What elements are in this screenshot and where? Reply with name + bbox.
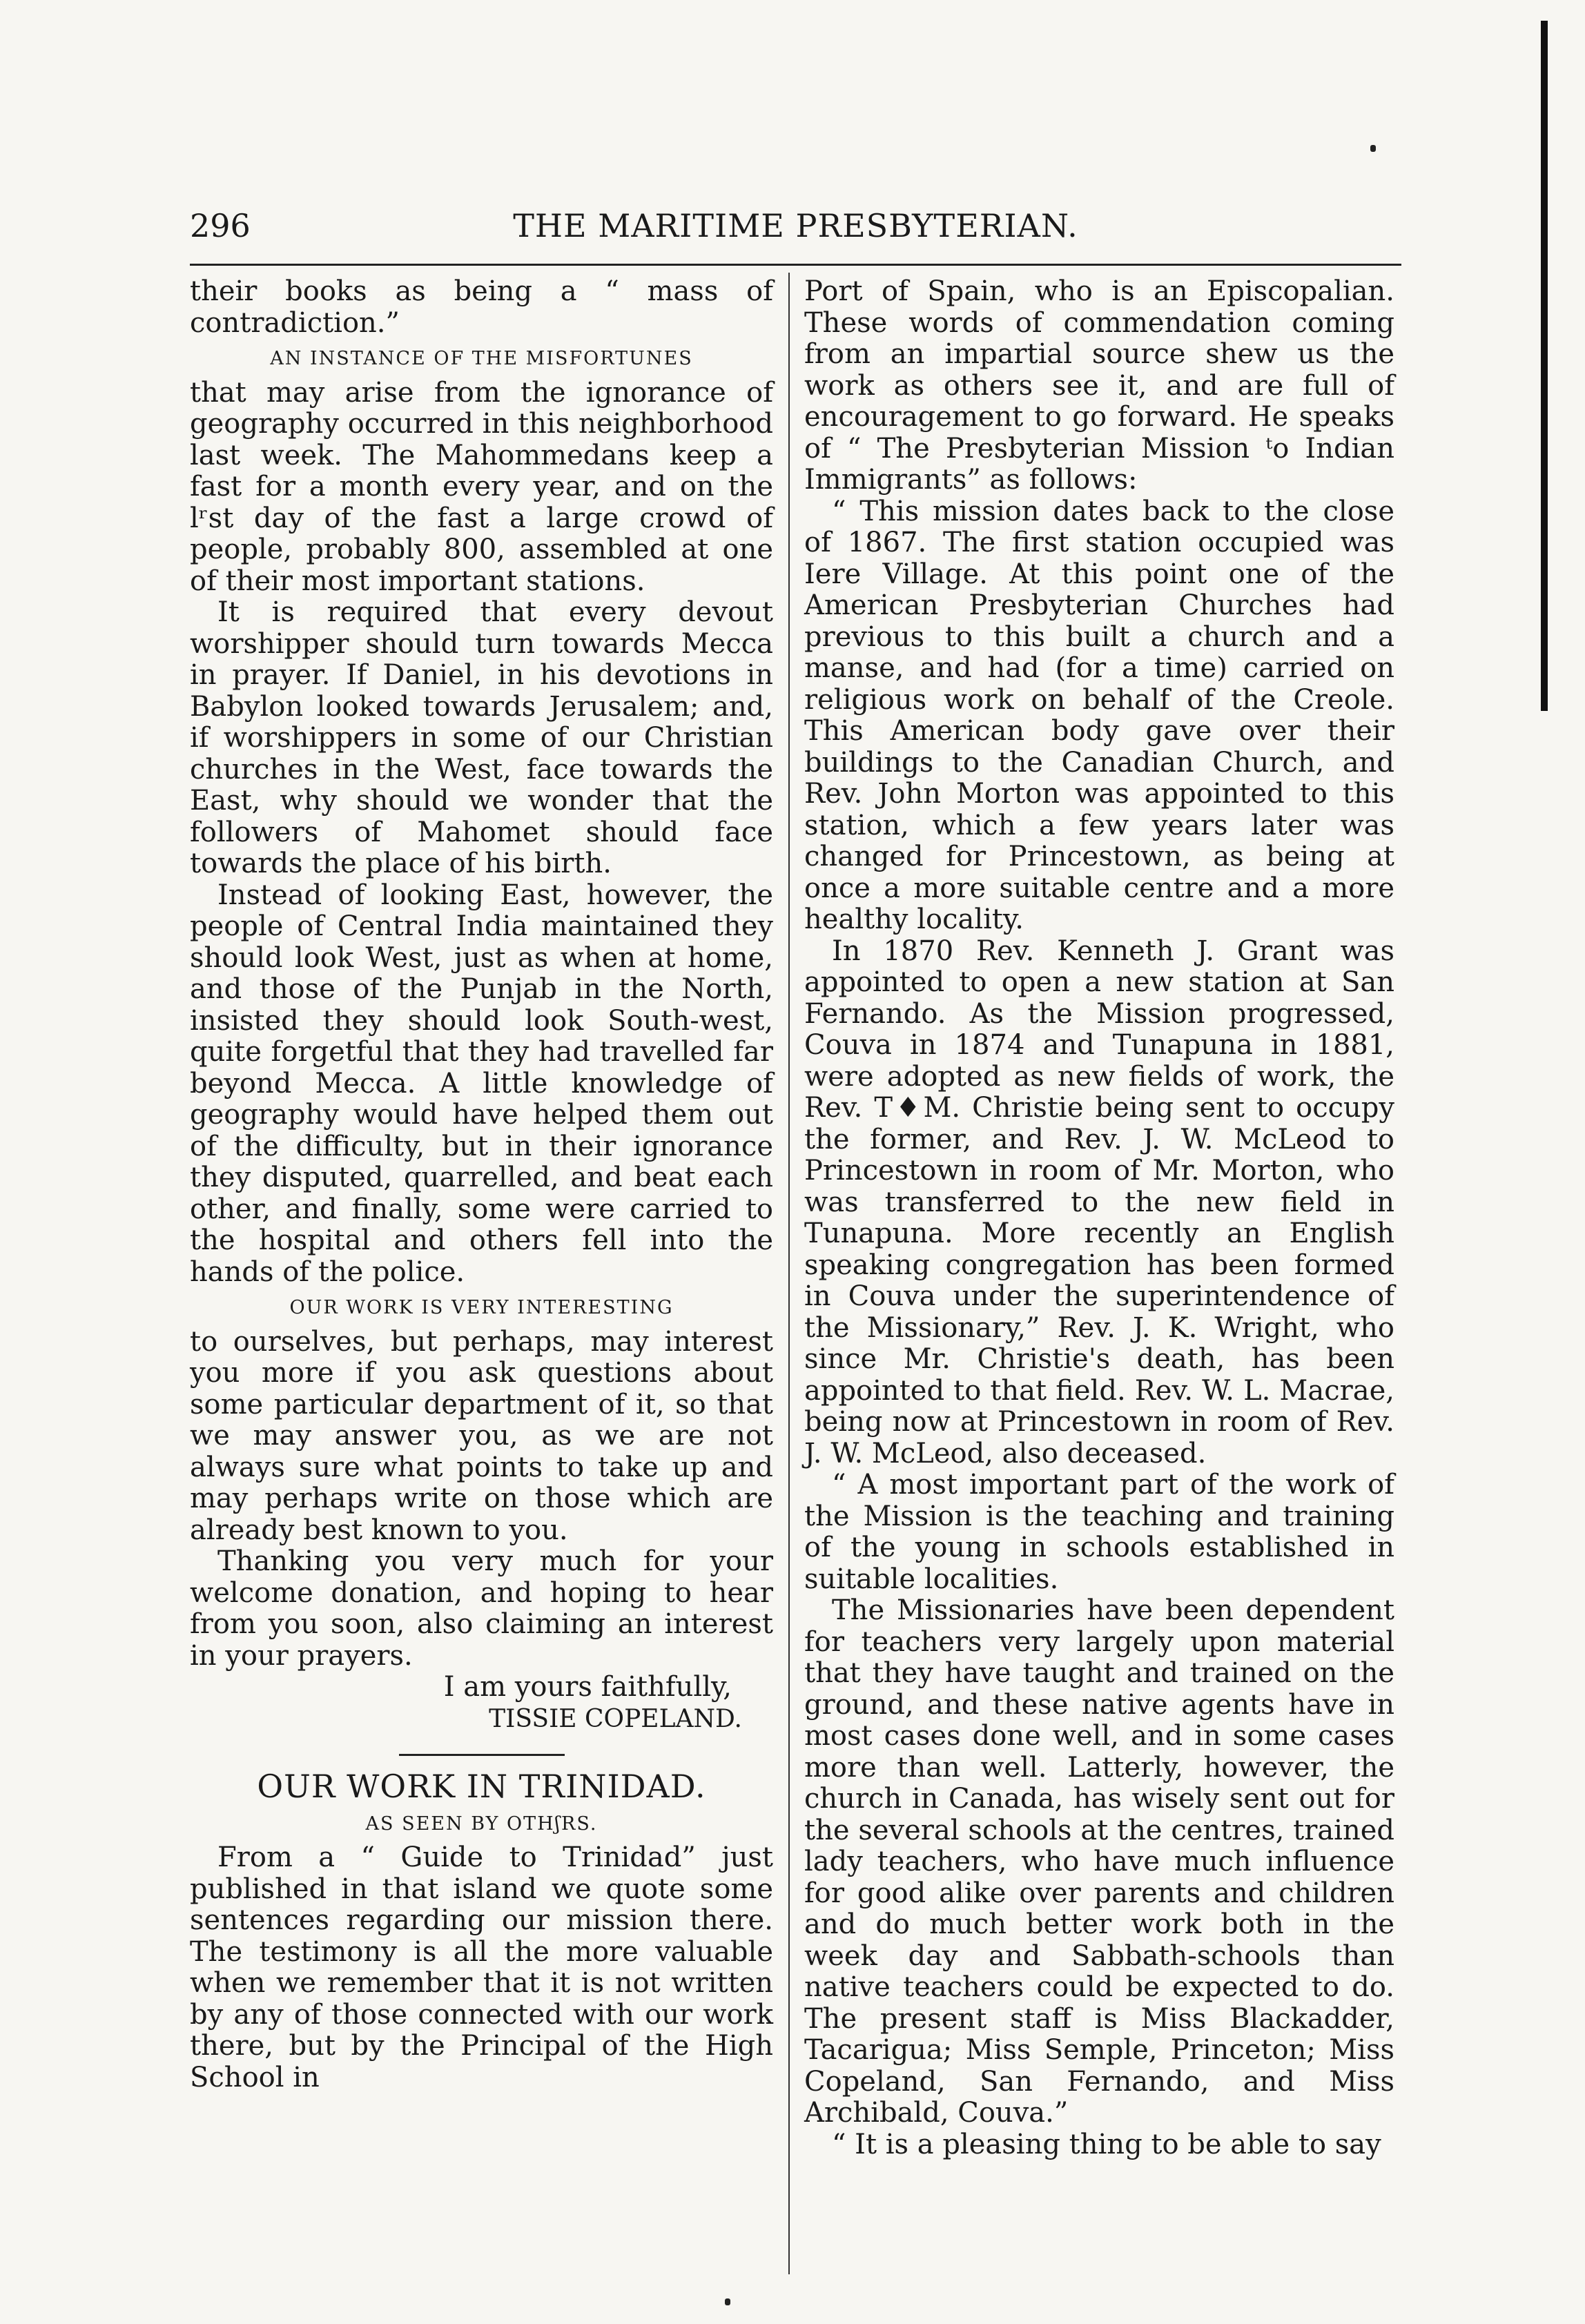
ink-speck xyxy=(725,2298,730,2305)
running-title: THE MARITIME PRESBYTERIAN. xyxy=(513,207,1078,244)
subheading: AN INSTANCE OF THE MISFORTUNES xyxy=(270,348,693,369)
section-rule xyxy=(399,1754,565,1756)
page-number: 296 xyxy=(190,207,251,244)
paragraph: to ourselves, but perhaps, may interest you more if you ask questions about some particular department of it, so that we may answer you, as we are not always sure what points to take up and may perhaps write on those which are already best known to you. xyxy=(190,1325,773,1546)
paragraph: their books as being a “ mass of contradiction.” xyxy=(190,275,773,339)
paragraph: Port of Spain, who is an Episcopalian. These words of commendation coming from an impartial source shew us the work as others see it, and are full of encouragement to go forward. He speaks of “ The Presbyterian Mission ᵗo Indian Immigrants” as follows: xyxy=(804,275,1394,496)
header-rule xyxy=(190,264,1401,266)
paragraph: “ A most important part of the work of the Mission is the teaching and training of the young in schools established in suitable localities. xyxy=(804,1469,1394,1595)
paragraph: “ It is a pleasing thing to be able to say xyxy=(832,2128,1381,2160)
section-title: OUR WORK IN TRINIDAD. xyxy=(257,1768,706,1805)
ink-speck xyxy=(1370,145,1376,152)
paragraph: that may arise from the ignorance of geography occurred in this neighborhood last week. The Mahommedans keep a fast for a month every year, and on the lʳst day of the fast a large crowd of people, probably 800, assembled at one of their most important stations. xyxy=(190,376,773,597)
page-edge-bar xyxy=(1541,21,1548,711)
letter-signature: TISSIE COPELAND. xyxy=(489,1704,742,1733)
left-column xyxy=(190,276,773,2093)
letter-signoff: I am yours faithfully, xyxy=(443,1671,732,1703)
paragraph: Thanking you very much for your welcome donation, and hoping to hear from you soon, also claiming an interest in your prayers. xyxy=(190,1545,773,1672)
paragraph: The Missionaries have been dependent for teachers very largely upon material that they have taught and trained on the ground, and these native agents have in most cases done well, and in some cases more than well. Latterly, however, the church in Canada, has wisely sent out for the several schools at the centres, trained lady teachers, who have much influence for good alike over parents and children and do much better work both in the week day and Sabbath-schools than native teachers could be expected to do. The present staff is Miss Blackadder, Tacarigua; Miss Semple, Princeton; Miss Copeland, San Fernando, and Miss Archibald, Couva.” xyxy=(804,1594,1394,2129)
paragraph: “ This mission dates back to the close of 1867. The first station occupied was Iere Village. At this point one of the American Presbyterian Churches had previous to this built a church and a manse, and had (for a time) carried on religious work on behalf of the Creole. This American body gave over their buildings to the Canadian Church, and Rev. John Morton was appointed to this station, which a few years later was changed for Princestown, as being at once a more suitable centre and a more healthy locality. xyxy=(804,495,1394,935)
paragraph: Instead of looking East, however, the people of Central India maintained they should look West, just as when at home, and those of the Punjab in the North, insisted they should look South-west, quite forgetful that they had travelled far beyond Mecca. A little knowledge of geography would have helped them out of the difficulty, but in their ignorance they disputed, quarrelled, and beat each other, and finally, some were carried to the hospital and others fell into the hands of the police. xyxy=(190,879,773,1288)
column-divider xyxy=(788,273,790,2274)
section-subtitle: AS SEEN BY OTHʃRS. xyxy=(365,1813,598,1835)
right-column xyxy=(804,276,1394,2160)
subheading: OUR WORK IS VERY INTERESTING xyxy=(289,1297,674,1318)
paragraph: From a “ Guide to Trinidad” just published in that island we quote some sentences regarding our mission there. The testimony is all the more valuable when we remember that it is not written by any of those connected with our work there, but by the Principal of the High School in xyxy=(190,1842,773,2093)
paragraph: In 1870 Rev. Kenneth J. Grant was appointed to open a new station at San Fernando. As the Mission progressed, Couva in 1874 and Tunapuna in 1881, were adopted as new fields of work, the Rev. T♦M. Christie being sent to occupy the former, and Rev. J. W. McLeod to Princestown in room of Mr. Morton, who was transferred to the new field in Tunapuna. More recently an English speaking congregation has been formed in Couva under the superintendence of the Missionary,” Rev. J. K. Wright, who since Mr. Christie's death, has been appointed to that field. Rev. W. L. Macrae, being now at Princestown in room of Rev. J. W. McLeod, also deceased. xyxy=(804,935,1394,1469)
paragraph: It is required that every devout worshipper should turn towards Mecca in prayer. If Daniel, in his devotions in Babylon looked towards Jerusalem; and, if worshippers in some of our Christian churches in the West, face towards the East, why should we wonder that the followers of Mahomet should face towards the place of his birth. xyxy=(190,596,773,879)
page-header xyxy=(190,207,1401,255)
